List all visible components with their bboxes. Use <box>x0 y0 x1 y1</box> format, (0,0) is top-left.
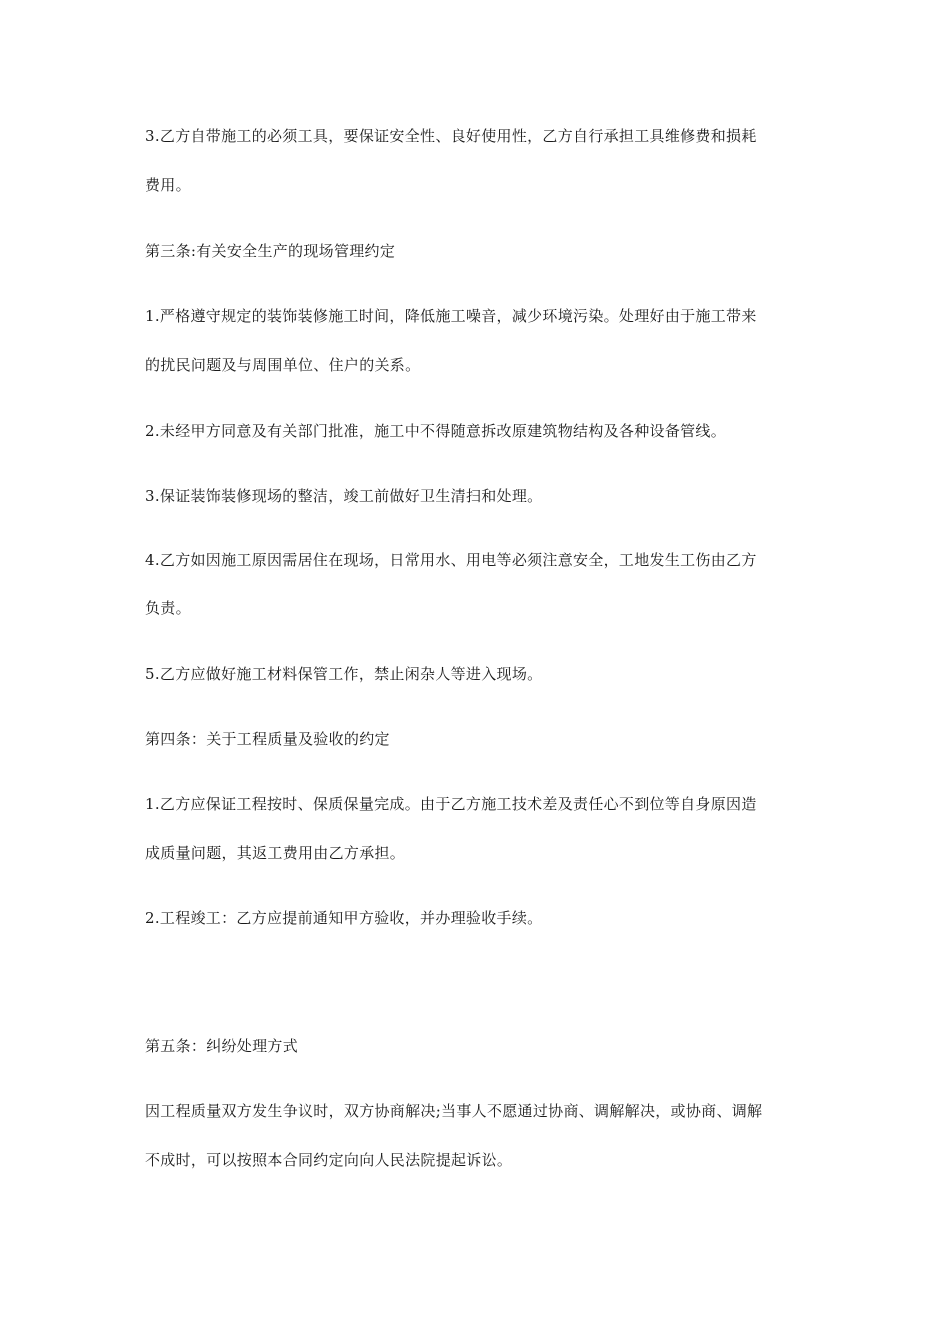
text-line: 负责。 <box>145 599 191 617</box>
text-line: 1.严格遵守规定的装饰装修施工时间，降低施工噪音，减少环境污染。处理好由于施工带来 <box>145 307 757 325</box>
text-line: 5.乙方应做好施工材料保管工作，禁止闲杂人等进入现场。 <box>145 665 543 683</box>
text-line: 2.工程竣工：乙方应提前通知甲方验收，并办理验收手续。 <box>145 909 543 927</box>
text-line: 3.乙方自带施工的必须工具，要保证安全性、良好使用性，乙方自行承担工具维修费和损耗 <box>145 127 757 145</box>
text-line: 3.保证装饰装修现场的整洁，竣工前做好卫生清扫和处理。 <box>145 487 543 505</box>
text-line: 因工程质量双方发生争议时，双方协商解决;当事人不愿通过协商、调解解决，或协商、调解 <box>145 1102 763 1120</box>
section-heading: 第三条:有关安全生产的现场管理约定 <box>145 242 396 260</box>
text-line: 费用。 <box>145 176 191 194</box>
section-heading: 第四条：关于工程质量及验收的约定 <box>145 730 390 748</box>
text-line: 的扰民问题及与周围单位、住户的关系。 <box>145 356 421 374</box>
text-line: 4.乙方如因施工原因需居住在现场，日常用水、用电等必须注意安全，工地发生工伤由乙方 <box>145 551 757 569</box>
section-heading: 第五条：纠纷处理方式 <box>145 1037 299 1055</box>
text-line: 2.未经甲方同意及有关部门批准，施工中不得随意拆改原建筑物结构及各种设备管线。 <box>145 422 727 440</box>
text-line: 成质量问题，其返工费用由乙方承担。 <box>145 844 406 862</box>
text-line: 不成时，可以按照本合同约定向向人民法院提起诉讼。 <box>145 1151 513 1169</box>
text-line: 1.乙方应保证工程按时、保质保量完成。由于乙方施工技术差及责任心不到位等自身原因造 <box>145 795 757 813</box>
